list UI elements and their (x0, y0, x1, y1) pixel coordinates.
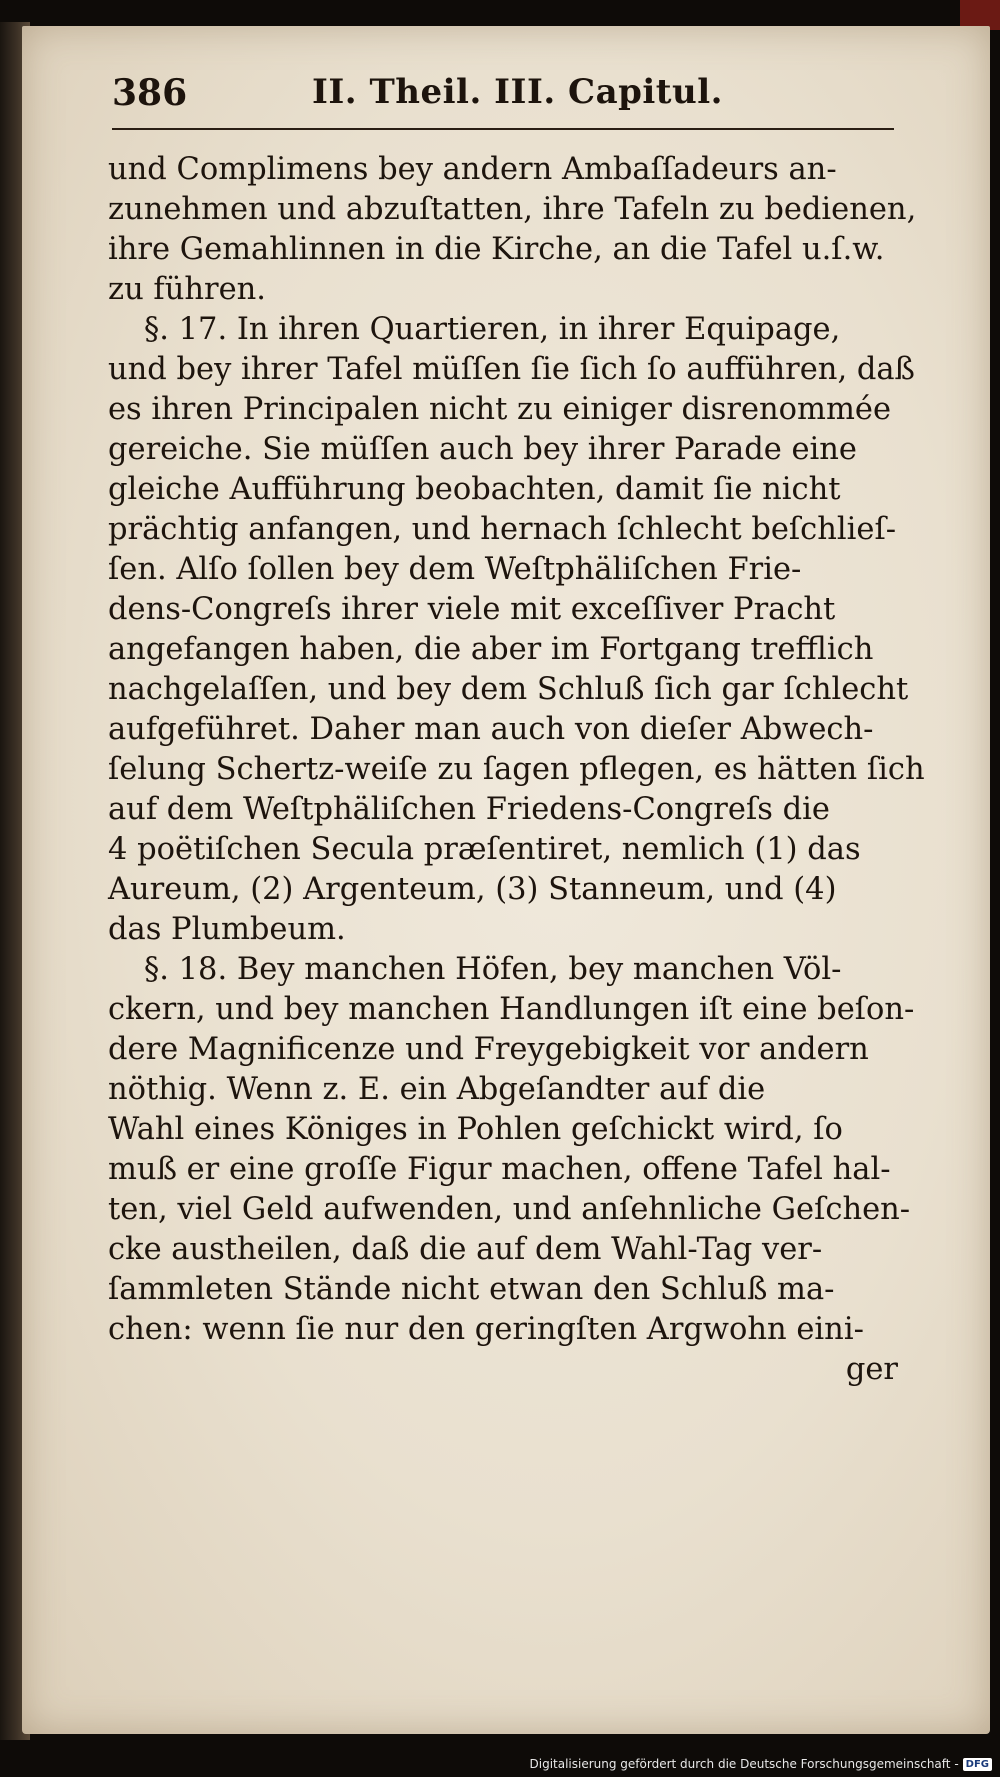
running-head: II. Theil. III. Capitul. (312, 72, 723, 112)
text-line: gleiche Aufführung beobachten, damit ſie nicht (108, 472, 841, 507)
page-number: 386 (112, 72, 188, 114)
text-line: auf dem Weſtphäliſchen Friedens-Congreſs die (108, 792, 830, 827)
text-line: prächtig anfangen, und hernach ſchlecht beſchlieſ- (108, 512, 897, 547)
digitization-credit (530, 1757, 993, 1771)
text-line: ſen. Alſo ſollen bey dem Weſtphäliſchen Frie- (108, 552, 802, 587)
text-line: ckern, und bey manchen Handlungen iſt eine beſon- (108, 992, 915, 1027)
text-line: Wahl eines Königes in Pohlen geſchickt wird, ſo (108, 1112, 843, 1147)
text-line: gereiche. Sie müſſen auch bey ihrer Parade eine (108, 432, 857, 467)
text-line: zu führen. (108, 272, 266, 307)
text-line: chen: wenn ſie nur den geringſten Argwohn eini- (108, 1312, 864, 1347)
text-line: cke austheilen, daß die auf dem Wahl-Tag ver- (108, 1232, 823, 1267)
body-text (108, 150, 938, 1390)
page-header (112, 72, 912, 128)
text-line: 4 poëtiſchen Secula præſentiret, nemlich (1) das (108, 832, 861, 867)
header-rule (112, 128, 894, 130)
paragraph-17-start: §. 17. In ihren Quartieren, in ihrer Equipage, (144, 312, 841, 347)
text-line: dens-Congreſs ihrer viele mit exceſſiver Pracht (108, 592, 836, 627)
credit-text: Digitalisierung gefördert durch die Deutsche Forschungsgemeinschaft - (529, 1757, 959, 1771)
text-line: nöthig. Wenn z. E. ein Abgeſandter auf die (108, 1072, 766, 1107)
text-line: dere Magnificenze und Freygebigkeit vor andern (108, 1032, 869, 1067)
text-line: ſammleten Stände nicht etwan den Schluß ma- (108, 1272, 835, 1307)
text-line: muß er eine groſſe Figur machen, offene Tafel hal- (108, 1152, 891, 1187)
text-line: ſelung Schertz-weiſe zu ſagen pflegen, es hätten ſich (108, 752, 925, 787)
text-line: aufgeführet. Daher man auch von dieſer Abwech- (108, 712, 874, 747)
text-line: und Complimens bey andern Ambaſſadeurs an- (108, 152, 837, 187)
text-line: es ihren Principalen nicht zu einiger disrenommée (108, 392, 891, 427)
paragraph-18-start: §. 18. Bey manchen Höfen, bey manchen Völ- (144, 952, 842, 987)
text-line: Aureum, (2) Argenteum, (3) Stanneum, und (4) (108, 872, 837, 907)
text-line: ihre Gemahlinnen in die Kirche, an die Tafel u.ſ.w. (108, 232, 885, 267)
text-line: angefangen haben, die aber im Fortgang trefflich (108, 632, 874, 667)
text-line: und bey ihrer Tafel müſſen ſie ſich ſo aufführen, daß (108, 352, 915, 387)
text-line: das Plumbeum. (108, 912, 346, 947)
dfg-logo: DFG (963, 1758, 992, 1771)
text-line: ten, viel Geld aufwenden, und anſehnliche Geſchen- (108, 1192, 911, 1227)
text-line: nachgelaſſen, und bey dem Schluß ſich gar ſchlecht (108, 672, 909, 707)
text-line: zunehmen und abzuſtatten, ihre Tafeln zu bedienen, (108, 192, 917, 227)
catchword: ger (845, 1352, 898, 1387)
